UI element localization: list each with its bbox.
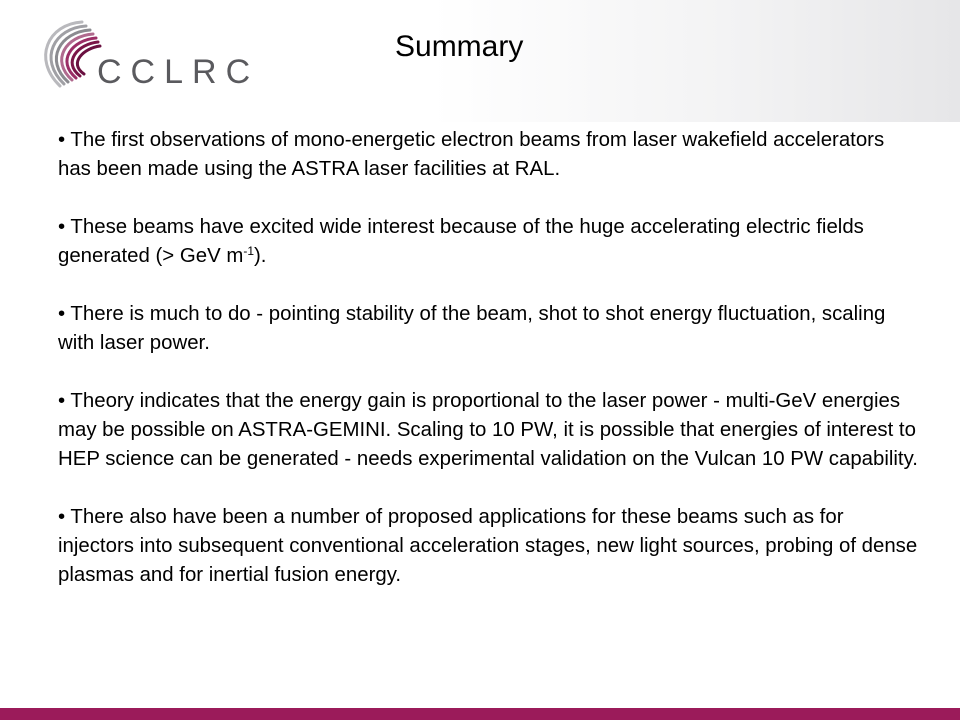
paragraph-text: These beams have excited wide interest because of the huge accelerating electric fields generated (> GeV m bbox=[58, 216, 864, 267]
paragraph-text-end: ). bbox=[254, 245, 267, 267]
bullet-paragraph-4 bbox=[58, 387, 918, 474]
bullet-glyph: • bbox=[58, 390, 66, 412]
slide-title: Summary bbox=[395, 30, 524, 63]
paragraph-text: Theory indicates that the energy gain is proportional to the laser power - multi-GeV energies may be possible on ASTRA-GEMINI. Scaling to 10 PW, it is possible that energies of interest to HEP science can be generated - needs experimental validation on the Vulcan 10 PW capability. bbox=[58, 390, 918, 470]
paragraph-text: There also have been a number of proposed applications for these beams such as for injectors into subsequent conventional acceleration stages, new light sources, probing of dense plasmas and for inertial fusion energy. bbox=[58, 506, 918, 586]
bullet-paragraph-2 bbox=[58, 213, 918, 271]
bullet-glyph: • bbox=[58, 303, 66, 325]
bullet-glyph: • bbox=[58, 129, 66, 151]
bullet-paragraph-3 bbox=[58, 300, 918, 358]
bullet-paragraph-1 bbox=[58, 126, 918, 184]
paragraph-text: There is much to do - pointing stability of the beam, shot to shot energy fluctuation, scaling with laser power. bbox=[58, 303, 886, 354]
paragraph-text: The first observations of mono-energetic electron beams from laser wakefield accelerators has been made using the ASTRA laser facilities at RAL. bbox=[58, 129, 885, 180]
footer-accent-bar bbox=[0, 708, 960, 720]
summary-body bbox=[58, 126, 918, 590]
bullet-glyph: • bbox=[58, 506, 66, 528]
cclrc-logo bbox=[30, 14, 260, 104]
bullet-glyph: • bbox=[58, 216, 66, 238]
logo-wordmark: CCLRC bbox=[97, 53, 260, 91]
superscript-exponent: -1 bbox=[243, 244, 254, 258]
bullet-paragraph-5 bbox=[58, 503, 918, 590]
